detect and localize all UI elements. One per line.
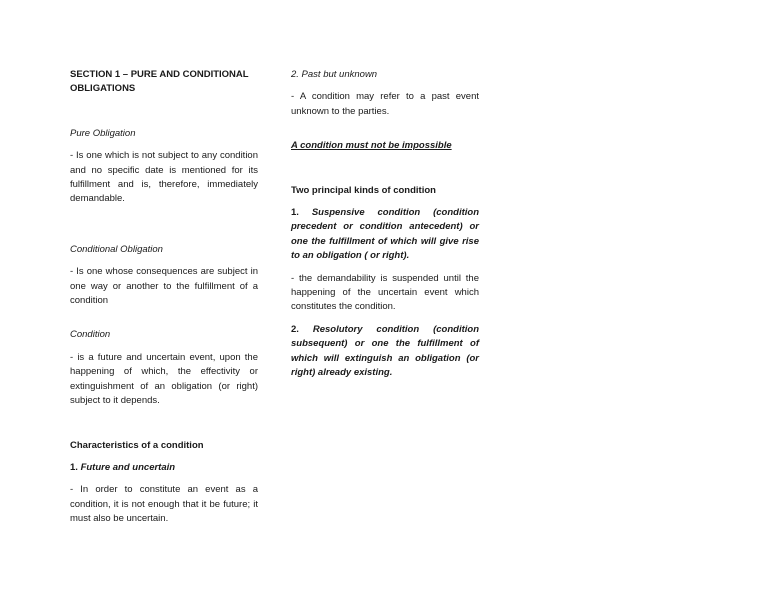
characteristic-item-1	[70, 461, 258, 475]
impossible-heading: A condition must not be impossible	[291, 140, 452, 152]
condition-term: Condition	[70, 329, 111, 341]
suspensive-explanation: - the demandability is suspended until the happening of the uncertain event which constitutes the condition.	[291, 272, 479, 313]
conditional-obligation-term: Conditional Obligation	[70, 243, 163, 255]
section-title: SECTION 1 – PURE AND CONDITIONAL OBLIGATIONS	[70, 69, 249, 95]
resolutory-text: Resolutory condition (condition subsequent) or one the fulfillment of which will extinguish an obligation (or right) already existing.	[291, 323, 480, 379]
characteristics-heading: Characteristics of a condition	[70, 439, 204, 451]
characteristic-item-2-text: - A condition may refer to a past event unknown to the parties.	[291, 91, 479, 117]
characteristic-item-1-text: - In order to constitute an event as a condition, it is not enough that it be future; it must also be uncertain.	[70, 484, 258, 525]
characteristic-item-1-number: 1.	[70, 461, 78, 473]
conditional-obligation-definition: - Is one whose consequences are subject in one way or another to the fulfillment of a condition	[70, 266, 258, 307]
left-column	[70, 68, 258, 527]
suspensive-text: Suspensive condition (condition precedent or condition antecedent) or one the fulfillment of which will give rise to an obligation ( or right).	[291, 207, 479, 262]
right-column	[291, 68, 479, 381]
suspensive-condition-paragraph	[291, 206, 479, 264]
resolutory-number: 2.	[291, 323, 299, 335]
condition-definition: - is a future and uncertain event, upon the happening of which, the effectivity or extinguishment of an obligation (or right) subject to it depends.	[70, 351, 258, 407]
suspensive-number: 1.	[291, 207, 299, 219]
characteristic-item-1-title: Future and uncertain	[80, 461, 176, 473]
characteristic-item-2-title: 2. Past but unknown	[291, 69, 378, 80]
pure-obligation-term: Pure Obligation	[70, 127, 136, 139]
kinds-heading: Two principal kinds of condition	[291, 184, 436, 196]
pure-obligation-definition: - Is one which is not subject to any condition and no specific date is mentioned for its fulfillment and is, therefore, immediately demandable.	[70, 150, 258, 205]
resolutory-condition-paragraph	[291, 323, 479, 381]
